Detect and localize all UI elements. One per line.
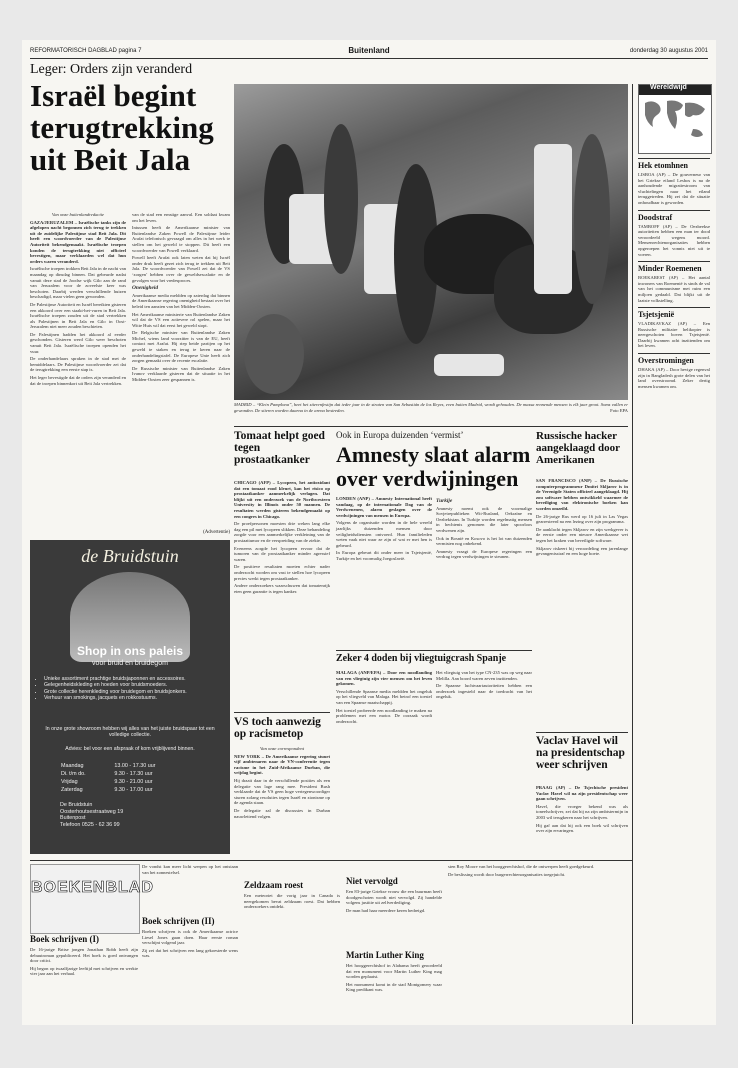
- sidebar-title: Wereldwijd: [650, 84, 687, 91]
- vs-intro: NEW YORK – De Amerikaanse regering stuurt vijf ambtenaren naar de VN-conferentie tegen racisme in het Zuid-Afrikaanse Durban, die vrijdag begint.: [234, 753, 330, 776]
- vs-p2: De delegatie zal de discussies in Durban nauwlettend volgen.: [234, 807, 330, 819]
- amnesty-subhead: Turkije: [436, 498, 453, 504]
- amnesty-col2: [436, 496, 532, 646]
- hours-time: 9.30 - 17.30 uur: [114, 771, 153, 777]
- lead-kicker: Leger: Orders zijn veranderd: [30, 62, 193, 77]
- zeldzaam-headline: Zeldzaam roest: [244, 880, 304, 890]
- hours-row: [60, 762, 200, 770]
- bruidstuin-appointment: Advies: bel voor een afspraak of kom vrijblijvend binnen.: [65, 746, 195, 752]
- bruidstuin-note: In onze grote showroom hebben wij alles van het juiste bruidspaar tot een volledige collectie.: [45, 726, 215, 739]
- lead-col2-p6: De Belgische minister van Buitenlandse Zaken Michel, wiens land voorzitter is van de EU, heeft contact met Arafat. Hij riep beide partijen op het geweld te staken en terug te keren naar de onderhandelingstafel. De Europese Unie heeft zich zorgen gemaakt over de recente escalatie.: [132, 330, 230, 364]
- amnesty-p2: In Europa gebeurt dit onder meer in Tsjetsjenië, Turkije en het voormalig Joegoslavië.: [336, 550, 432, 561]
- spain-p2: Het toestel probeerde een noodlanding te maken na problemen met een motor. De oorzaak wordt onderzocht.: [336, 707, 432, 724]
- amnesty-headline: Amnesty slaat alarm over verdwijningen: [336, 442, 531, 491]
- hours-day: Maandag: [61, 763, 84, 769]
- russia-p3: Skljarov riskeert bij veroordeling een jarenlange gevangenisstraf en een hoge boete.: [536, 545, 628, 557]
- sidebar-column: [638, 158, 710, 1018]
- lead-col2-p4: Amerikaanse media meldden op zaterdag dat binnen de Amerikaanse regering onenigheid bestaat over het beleid ten aanzien van het Midden-Oosten.: [132, 292, 230, 309]
- boek-col2-p1: De vondst kan meer licht werpen op het ontstaan van het zonnestelsel.: [142, 864, 238, 875]
- sidebar-item-headline: Tsjetsjenië: [638, 307, 710, 319]
- lead-col2-p7: De Russische minister van Buitenlandse Zaken Ivanov verklaarde gisteren dat de situatie in het Midden-Oosten zeer gespannen is.: [132, 365, 230, 383]
- spain-headline: Zeker 4 doden bij vliegtuigcrash Spanje: [336, 653, 507, 664]
- boek1-p2: Hij begon op twaalfjarige leeftijd met schrijven en werkte vier jaar aan het verhaal.: [30, 965, 138, 977]
- vs-article: [234, 746, 330, 856]
- bruidstuin-item: • Verhuur van smokings, jacquets en rokkostuums.: [44, 695, 230, 701]
- amnesty-p4: Ook in Bosnië en Kosovo is het lot van duizenden vermisten nog onbekend.: [436, 535, 532, 547]
- spain-p1: Verschillende Spaanse media meldden het ongeluk op het vliegveld van Malaga. Het betrof een toestel van een Spaanse maatschappij.: [336, 688, 432, 705]
- mlk-p2: Het monument komt in de stad Montgomery waar King predikant was.: [346, 981, 442, 993]
- russia-article: [536, 478, 628, 728]
- sidebar-item-headline: Doodstraf: [638, 210, 710, 222]
- hours-row: [60, 770, 200, 778]
- prostate-p1: De proefpersonen moesten drie weken lang elke dag een pil met lycopeen slikken. Deze behandeling zorgde voor een aanmerkelijke verkleining van de prostaattumor en de verspreiding van de ziekte.: [234, 521, 330, 543]
- bruidstuin-logo: de Bruidstuin: [81, 546, 179, 566]
- header-section: Buitenland: [348, 46, 390, 55]
- photo-credit: Foto EPA: [610, 407, 628, 413]
- amnesty-p1: Volgens de organisatie worden in de hele wereld jaarlijks duizenden mensen door veiligheidsdiensten ontvoerd. Hun familieleden weten vaak niet waar ze zijn of wat er met hen is gebeurd.: [336, 520, 432, 548]
- havel-p1: Havel, die vroeger bekend was als toneelschrijver, zei dat hij na zijn ambtstermijn in 2003 wil terugkeren naar het schrijven.: [536, 803, 628, 820]
- hours-time: 9.30 - 21.00 uur: [114, 779, 153, 785]
- bull-run-photo: [234, 84, 628, 400]
- boek-col2: [142, 864, 238, 914]
- amnesty-col1: [336, 496, 432, 646]
- lead-byline: Van onze buitenlandredactie: [51, 212, 105, 217]
- zeldzaam-article: [244, 893, 340, 1019]
- lead-col2-p2: Intussen heeft de Amerikaanse minister van Buitenlandse Zaken Powell de Palestijnse leider Arafat telefonisch gevraagd om alles in het werk te stellen om het geweld te stoppen. Dit heeft een woordvoerder van Powell verklaard.: [132, 225, 230, 253]
- continued-p2: De beslissing wordt door burgerrechtenorganisaties toegejuicht.: [448, 871, 566, 877]
- world-map-icon: [639, 85, 711, 153]
- russia-p2: De aanklacht tegen Skljarov en zijn werkgever is de eerste onder een nieuwe Amerikaanse wet tegen het kraken van beveiligde software.: [536, 526, 628, 543]
- bruidstuin-list: [36, 676, 230, 702]
- prostate-p4: Andere onderzoekers waarschuwen dat tomatenrijk eten geen garantie is tegen kanker.: [234, 583, 330, 594]
- mlk-article: [346, 963, 442, 1019]
- spain-col1: [336, 670, 432, 830]
- boek2-p2: Zij zei dat het schrijven een lang gekoesterde wens was.: [142, 947, 238, 959]
- lead-col2: [132, 212, 230, 528]
- bruidstuin-subtagline: voor bruid en bruidegom: [92, 660, 168, 667]
- hours-time: 9.30 - 17.00 uur: [114, 787, 153, 793]
- newspaper-page: [22, 40, 716, 1025]
- prostate-intro: CHICAGO (AFP) – Lycopeen, het antioxidant dat een tomaat rood kleurt, kan het risico op prostaatkanker aanmerkelijk verlagen. Dat blijkt uit een onderzoek van de Northwestern University in Illinois onder 50 mannen. De resultaten werden gisteren bekendgemaakt op een congres in Chicago.: [234, 480, 330, 519]
- vs-byline: Van onze correspondent: [260, 746, 304, 751]
- spain-p4: De Spaanse luchtvaartautoriteiten hebben een onderzoek ingesteld naar de toedracht van het ongeluk.: [436, 683, 532, 700]
- vs-headline: VS toch aanwezig op racismetop: [234, 716, 321, 740]
- spain-p3: Het vliegtuig van het type CN-235 was op weg naar Melilla. Aan boord waren zeven inzittenden.: [436, 670, 532, 681]
- sidebar-item-text: BOEKAREST (AP) – Het aantal inwoners van Roemenië is sinds de val van het communisme met ruim een miljoen gedaald. Dat blijkt uit de laatste volkstelling.: [638, 275, 710, 303]
- lead-p2: De Palestijnse Autoriteit en Israël bereikten gisteren een akkoord over een staakt-het-vuren in Beit Jala. Israëlische troepen zouden uit de stad vertrekken als Palestijnen in Beit Jala en Gilo in Oost-Jeruzalem niet meer zouden beschieten.: [30, 301, 126, 330]
- vervolgd-headline: Niet vervolgd: [346, 876, 398, 886]
- lead-col2-p1: van de stad een ernstige aanval. Een soldaat kwam om het leven.: [132, 212, 230, 223]
- sidebar-item-headline: Hek etomhnen: [638, 158, 710, 170]
- boek2-article: [142, 929, 238, 1019]
- lead-col2-p5: Het Amerikaanse ministerie van Buitenlandse Zaken wil dat de VS een actievere rol spelen, maar het Witte Huis wil dat eerst het geweld stopt.: [132, 311, 230, 328]
- amnesty-intro: LONDEN (ANP) – Amnesty International heeft vandaag, op de internationale Dag van de Verdwenenen, alarm geslagen over de verdwijningen van mensen in Europa.: [336, 496, 432, 518]
- continued-p1: sten Roy Moore van het hooggerechtshof, die de ontwerpen heeft goedgekeurd.: [448, 864, 595, 869]
- spain-col2: [436, 670, 532, 830]
- mlk-headline: Martin Luther King: [346, 950, 424, 960]
- header-date: donderdag 30 augustus 2001: [629, 48, 708, 54]
- lead-p1: Israëlische troepen trokken Beit Jala in de nacht van maandag op dinsdag binnen. Dat gebeurde nadat vanuit deze stad de Joodse wijk Gilo aan de rand van Jeruzalem voor de zoveelste keer was beschoten. Daarbij werden verschillende huizen beschadigd, maar vielen geen gewonden.: [30, 266, 126, 300]
- lead-intro: GAZA/JERUZALEM – Israëlische tanks zijn de afgelopen nacht begonnen zich terug te trekken uit de zuidelijke Palestijnse stad Beit Jala. Dit heeft een woordvoerder van de Palestijnse Autoriteit bekendgemaakt. Israëlische troepen konden de terugtrekking niet officieel bevestigen, maar verklaarden wel dat hun orders waren veranderd.: [30, 219, 126, 264]
- prostate-headline: Tomaat helpt goed tegen prostaatkanker: [234, 430, 325, 466]
- bruidstuin-tagline: Shop in ons paleis: [76, 644, 183, 658]
- sidebar-item-text: VLADIKAVKAZ (AP) – Een Russische militaire helikopter is neergeschoten boven Tsjetsjenië. Daarbij kwamen acht inzittenden om het leven.: [638, 321, 710, 349]
- prostate-p2: Eveneens zorgde het lycopeen ervoor dat de tumoren van de prostaatkanker minder agressief waren.: [234, 545, 330, 562]
- bruidstuin-address: De Bruidstuin Oosterhoutsestraatweg 19 Buitenpost Telefoon 0525 - 62 36 99: [60, 802, 124, 828]
- boekenblad-logo: BOEKENBLAD: [31, 879, 154, 896]
- hours-row: [60, 786, 200, 794]
- zeldzaam-p1: Een meteoriet die vorig jaar in Canada is neergekomen bevat zeldzaam roest. Dat hebben onderzoekers ontdekt.: [244, 893, 340, 910]
- vervolgd-p2: De man had haar meerdere keren bedreigd.: [346, 907, 426, 913]
- lead-col2-p3: Powell heeft Arafat ook laten weten dat hij Israël onder druk heeft gezet zich terug te trekken uit Beit Jala. De woordvoerder van Powell zei dat de VS ‘zorgen’ hebben over de geweldsescalatie en de gevolgen voor het vredesproces.: [132, 255, 230, 283]
- hours-day: Zaterdag: [61, 787, 83, 793]
- ad-label: (Advertentie): [203, 530, 230, 535]
- havel-headline: Vaclav Havel wil na presidentschap weer schrijven: [536, 735, 625, 771]
- lead-p4: De onderhandelaars spraken in de stad met de bemiddelaars. De Palestijnse woordvoerder zei dat de terugtrekking een eerste stap is.: [30, 356, 126, 373]
- lead-p3: De Palestijnen hadden het akkoord al eerder geschonden. Gisteren werd Gilo weer beschoten vanuit Beit Jala. Israëlische troepen openden het vuur.: [30, 331, 126, 354]
- bruidstuin-ad[interactable]: [30, 540, 230, 854]
- sidebar-item-headline: Overstromingen: [638, 353, 710, 365]
- russia-intro: SAN FRANCISCO (ANP) – De Russische computerprogrammeur Dmitri Skljarov is in de Verenigde Staten officieel aangeklaagd. Hij zou software hebben ontwikkeld waarmee de beveiliging van elektronische boeken kan worden omzeild.: [536, 478, 628, 511]
- russia-p1: De 26-jarige Rus werd op 16 juli in Las Vegas gearresteerd na een lezing over zijn programma.: [536, 513, 628, 525]
- photo-caption-box: [234, 402, 628, 424]
- hours-row: [60, 778, 200, 786]
- boek1-headline: Boek schrijven (I): [30, 934, 99, 944]
- russia-headline: Russische hacker aangeklaagd door Amerikanen: [536, 430, 620, 466]
- boek2-p1: Boeken schrijven is ook de Amerikaanse actrice Liesel Jones gaan doen. Haar eerste roman verschijnt volgend jaar.: [142, 929, 238, 946]
- vervolgd-article: [346, 889, 442, 949]
- boek1-p1: De 16-jarige Britse jongen Jonathan Robb heeft zijn debuutroman gepubliceerd. Het boek is goed ontvangen door critici.: [30, 947, 138, 964]
- continued-article: [448, 864, 628, 1019]
- lead-subhead: Onenigheid: [132, 285, 159, 292]
- sidebar-item-text: LISBOA (AP) – De gouverneur van het Griekse eiland Lesbos is na de aanhoudende migratiestroom van vluchtelingen naar het eiland teruggetreden. Hij zei dat de situatie onhoudbaar is geworden.: [638, 172, 710, 205]
- vs-p1: Hij draait daar in de verschillende posities als een delegatie van lage rang mee. President Bush verklaarde dat de VS geen hoge vertegenwoordiger sturen zolang resoluties tegen Israël en zionisme op de agenda staan.: [234, 777, 330, 806]
- amnesty-kicker: Ook in Europa duizenden ‘vermist’: [336, 430, 464, 440]
- page-header: [30, 46, 708, 59]
- havel-p2: Hij gaf aan dat hij ook een boek wil schrijven over zijn ervaringen.: [536, 822, 628, 834]
- hours-time: 13.00 - 17.30 uur: [114, 763, 156, 769]
- bruidstuin-item: • Grote collectie herenkleding voor bruidegom en bruidsjonkers.: [44, 689, 230, 695]
- mlk-p1: Het hooggerechtshof in Alabama heeft geoordeeld dat een monument voor Martin Luther King mag worden geplaatst.: [346, 963, 442, 980]
- vervolgd-p1: Een 83-jarige Griekse vrouw die een buurman heeft doodgeschoten wordt niet vervolgd. Zij handelde volgens justitie uit zelfverdediging.: [346, 889, 442, 906]
- sidebar-item-text: DHAKA (AP) – Door hevige regenval zijn in Bangladesh grote delen van het land overstroomd. Zeker dertig mensen kwamen om.: [638, 367, 710, 389]
- hours-day: Di. t/m do.: [61, 771, 86, 777]
- lead-p5: Het leger bevestigde dat de orders zijn veranderd en dat de troepen binnenkort uit Beit Jala vertrekken.: [30, 375, 126, 386]
- bruidstuin-item: • Gelegenheidskleding en hoeden voor bruidsmoeders.: [44, 682, 230, 688]
- header-left: REFORMATORISCH DAGBLAD pagina 7: [30, 48, 142, 54]
- sidebar-item-text: TAMBOFF (AP) – De Oezbeekse autoriteiten hebben een man ter dood veroordeeld wegens moord. Mensenrechtenorganisaties hebben opgeroepen het vonnis niet uit te voeren.: [638, 223, 710, 257]
- boekenblad-logo-box: [30, 864, 154, 934]
- boek1-article: [30, 947, 138, 1019]
- lead-headline: Israël begint terugtrekking uit Beit Jala: [30, 78, 214, 177]
- prostate-p3: De positieve resultaten moeten echter nader onderzocht worden om vast te stellen hoe lycopeen precies werkt tegen prostaatkanker.: [234, 564, 330, 581]
- spain-intro: MALAGA (ANP/EPA) – Door een noodlanding van een vliegtuig zijn vier mensen om het leven gekomen.: [336, 670, 432, 687]
- amnesty-p3: Amnesty noemt ook de voormalige Sovjetrepublieken Wit-Rusland, Oekraïne en Oezbekistan. In Turkije worden regelmatig mensen in hechtenis genomen die later spoorloos verdwenen zijn.: [436, 505, 532, 533]
- bruidstuin-item: • Unieke assortiment prachtige bruidsjaponnen en accessoires.: [44, 676, 230, 682]
- sidebar-item-headline: Minder Roemenen: [638, 261, 710, 273]
- world-map: [638, 84, 712, 154]
- opening-hours: [60, 762, 200, 794]
- photo-caption: MADRID – “Klein Pamplona”, heet het stierenfestijn dat ieder jaar in de straten van San Sebastián de los Reyes, even buiten Madrid, wordt gehouden. De massa rennende mensen is elk jaar groot. Soms vallen er gewonden. De stieren worden daarna in de arena bestreden.: [234, 402, 628, 413]
- boek2-headline: Boek schrijven (II): [142, 916, 215, 926]
- havel-intro: PRAAG (AP) – De Tsjechische president Vaclav Havel wil na zijn presidentschap weer gaan schrijven.: [536, 785, 628, 802]
- hours-day: Vrijdag: [61, 779, 78, 785]
- prostate-article: [234, 480, 330, 710]
- amnesty-p5: Amnesty vraagt de Europese regeringen een verdrag tegen verdwijningen te steunen.: [436, 548, 532, 560]
